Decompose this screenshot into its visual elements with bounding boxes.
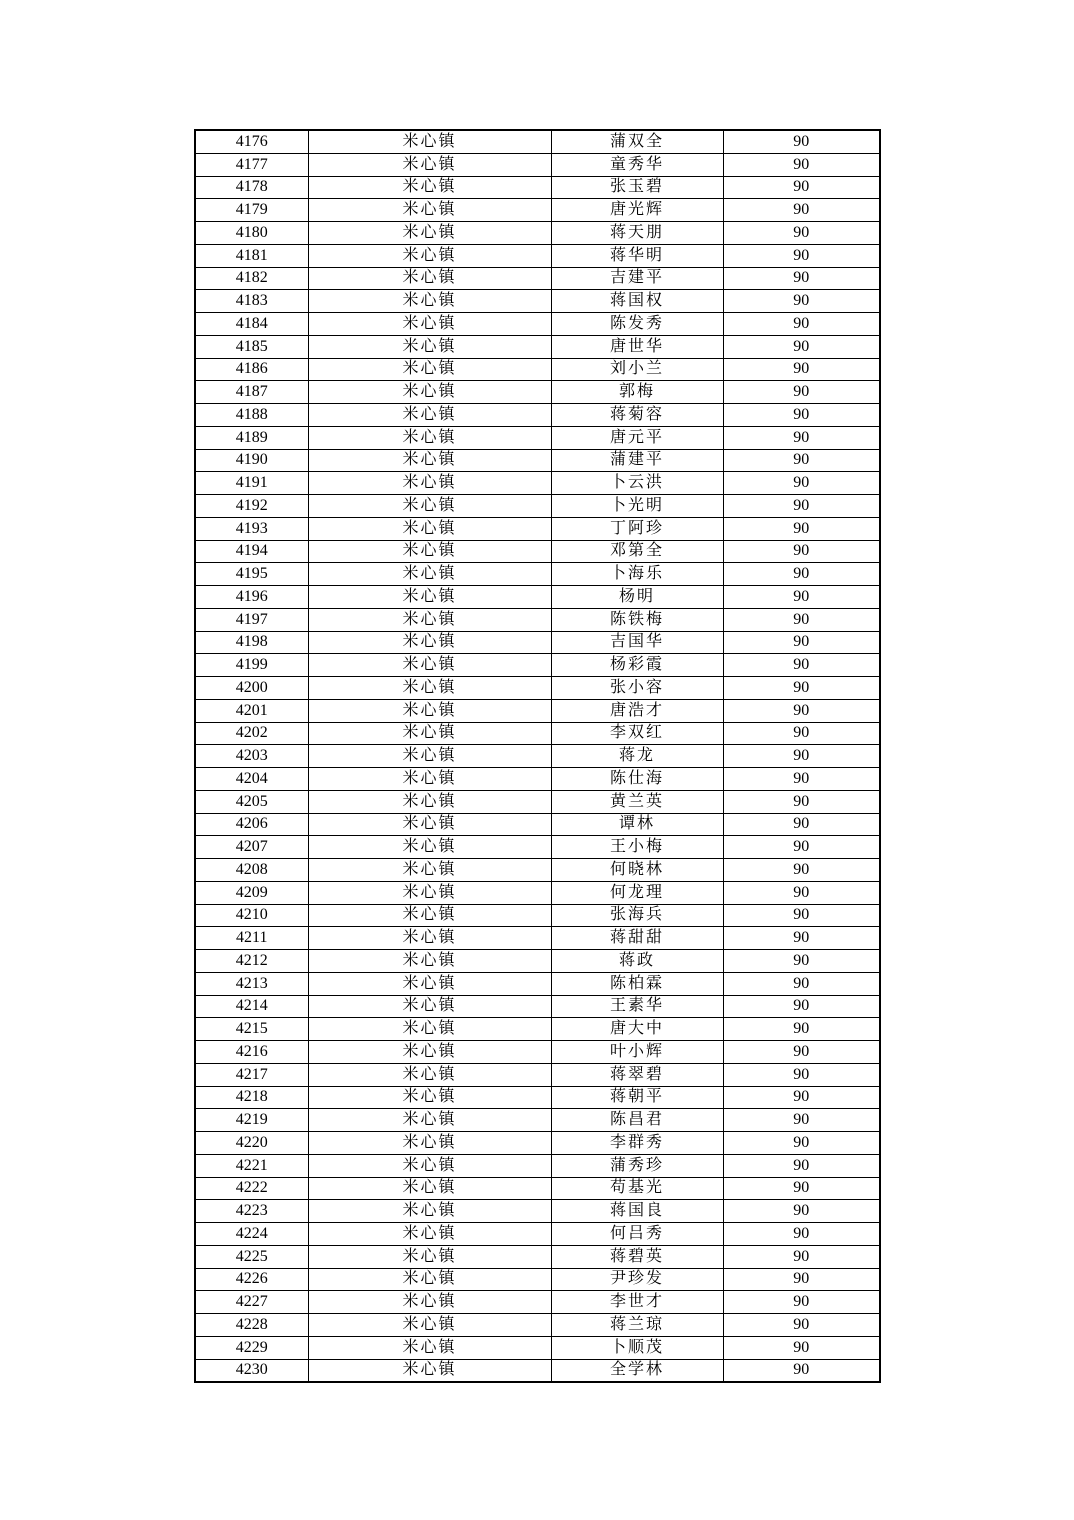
town-cell: 米心镇 <box>308 1154 551 1177</box>
person-name-cell: 杨明 <box>551 586 723 609</box>
person-name-cell: 刘小兰 <box>551 358 723 381</box>
town-cell: 米心镇 <box>308 927 551 950</box>
amount-cell: 90 <box>723 1268 880 1291</box>
row-number: 4198 <box>195 631 308 654</box>
row-number: 4203 <box>195 745 308 768</box>
town-cell: 米心镇 <box>308 1177 551 1200</box>
table-row <box>195 677 880 700</box>
table-row <box>195 426 880 449</box>
person-name-cell: 唐浩才 <box>551 699 723 722</box>
row-number: 4204 <box>195 768 308 791</box>
table-row <box>195 790 880 813</box>
row-number: 4208 <box>195 859 308 882</box>
person-name-cell: 唐光辉 <box>551 199 723 222</box>
amount-cell: 90 <box>723 1018 880 1041</box>
table-row <box>195 290 880 313</box>
person-name-cell: 尹珍发 <box>551 1268 723 1291</box>
row-number: 4178 <box>195 176 308 199</box>
amount-cell: 90 <box>723 1086 880 1109</box>
table-row <box>195 995 880 1018</box>
row-number: 4210 <box>195 904 308 927</box>
person-name-cell: 蒲双全 <box>551 130 723 153</box>
town-cell: 米心镇 <box>308 1132 551 1155</box>
person-name-cell: 卜云洪 <box>551 472 723 495</box>
table-row <box>195 130 880 153</box>
amount-cell: 90 <box>723 995 880 1018</box>
row-number: 4224 <box>195 1223 308 1246</box>
person-name-cell: 杨彩霞 <box>551 654 723 677</box>
amount-cell: 90 <box>723 1109 880 1132</box>
amount-cell: 90 <box>723 586 880 609</box>
amount-cell: 90 <box>723 517 880 540</box>
table-row <box>195 608 880 631</box>
row-number: 4229 <box>195 1336 308 1359</box>
table-row <box>195 404 880 427</box>
table-row <box>195 358 880 381</box>
row-number: 4223 <box>195 1200 308 1223</box>
town-cell: 米心镇 <box>308 130 551 153</box>
person-name-cell: 全学林 <box>551 1359 723 1382</box>
person-name-cell: 卜顺茂 <box>551 1336 723 1359</box>
amount-cell: 90 <box>723 790 880 813</box>
town-cell: 米心镇 <box>308 495 551 518</box>
town-cell: 米心镇 <box>308 677 551 700</box>
table-row <box>195 517 880 540</box>
person-name-cell: 蒋碧英 <box>551 1245 723 1268</box>
row-number: 4225 <box>195 1245 308 1268</box>
town-cell: 米心镇 <box>308 1086 551 1109</box>
person-name-cell: 陈发秀 <box>551 313 723 336</box>
table-row <box>195 222 880 245</box>
person-name-cell: 唐元平 <box>551 426 723 449</box>
amount-cell: 90 <box>723 313 880 336</box>
row-number: 4187 <box>195 381 308 404</box>
amount-cell: 90 <box>723 813 880 836</box>
town-cell: 米心镇 <box>308 404 551 427</box>
row-number: 4193 <box>195 517 308 540</box>
person-name-cell: 陈仕海 <box>551 768 723 791</box>
town-cell: 米心镇 <box>308 813 551 836</box>
row-number: 4185 <box>195 335 308 358</box>
town-cell: 米心镇 <box>308 995 551 1018</box>
table-row <box>195 244 880 267</box>
table-row <box>195 335 880 358</box>
table-row <box>195 540 880 563</box>
table-row <box>195 950 880 973</box>
amount-cell: 90 <box>723 904 880 927</box>
town-cell: 米心镇 <box>308 290 551 313</box>
row-number: 4192 <box>195 495 308 518</box>
row-number: 4197 <box>195 608 308 631</box>
row-number: 4182 <box>195 267 308 290</box>
town-cell: 米心镇 <box>308 313 551 336</box>
town-cell: 米心镇 <box>308 199 551 222</box>
town-cell: 米心镇 <box>308 472 551 495</box>
amount-cell: 90 <box>723 244 880 267</box>
person-name-cell: 陈昌君 <box>551 1109 723 1132</box>
town-cell: 米心镇 <box>308 1041 551 1064</box>
table-row <box>195 631 880 654</box>
table-row <box>195 199 880 222</box>
person-name-cell: 蒋甜甜 <box>551 927 723 950</box>
town-cell: 米心镇 <box>308 381 551 404</box>
table-row <box>195 836 880 859</box>
person-name-cell: 李双红 <box>551 722 723 745</box>
person-name-cell: 何晓林 <box>551 859 723 882</box>
table-row <box>195 176 880 199</box>
town-cell: 米心镇 <box>308 699 551 722</box>
table-row <box>195 1132 880 1155</box>
row-number: 4186 <box>195 358 308 381</box>
table-row <box>195 1359 880 1382</box>
row-number: 4179 <box>195 199 308 222</box>
person-name-cell: 张玉碧 <box>551 176 723 199</box>
town-cell: 米心镇 <box>308 881 551 904</box>
person-name-cell: 蒋龙 <box>551 745 723 768</box>
town-cell: 米心镇 <box>308 950 551 973</box>
table-row <box>195 813 880 836</box>
table-row <box>195 1063 880 1086</box>
person-name-cell: 吉国华 <box>551 631 723 654</box>
person-name-cell: 邓第全 <box>551 540 723 563</box>
amount-cell: 90 <box>723 950 880 973</box>
table-row <box>195 153 880 176</box>
town-cell: 米心镇 <box>308 1268 551 1291</box>
table-row <box>195 1154 880 1177</box>
table-row <box>195 1336 880 1359</box>
row-number: 4218 <box>195 1086 308 1109</box>
amount-cell: 90 <box>723 631 880 654</box>
person-name-cell: 唐大中 <box>551 1018 723 1041</box>
table-row <box>195 1223 880 1246</box>
town-cell: 米心镇 <box>308 1200 551 1223</box>
row-number: 4176 <box>195 130 308 153</box>
row-number: 4217 <box>195 1063 308 1086</box>
row-number: 4227 <box>195 1291 308 1314</box>
town-cell: 米心镇 <box>308 631 551 654</box>
person-name-cell: 蒲建平 <box>551 449 723 472</box>
amount-cell: 90 <box>723 335 880 358</box>
row-number: 4200 <box>195 677 308 700</box>
amount-cell: 90 <box>723 404 880 427</box>
table-row <box>195 881 880 904</box>
amount-cell: 90 <box>723 267 880 290</box>
row-number: 4190 <box>195 449 308 472</box>
town-cell: 米心镇 <box>308 335 551 358</box>
table-row <box>195 722 880 745</box>
amount-cell: 90 <box>723 472 880 495</box>
person-name-cell: 蒲秀珍 <box>551 1154 723 1177</box>
amount-cell: 90 <box>723 290 880 313</box>
row-number: 4226 <box>195 1268 308 1291</box>
amount-cell: 90 <box>723 426 880 449</box>
amount-cell: 90 <box>723 153 880 176</box>
row-number: 4216 <box>195 1041 308 1064</box>
row-number: 4201 <box>195 699 308 722</box>
row-number: 4206 <box>195 813 308 836</box>
row-number: 4215 <box>195 1018 308 1041</box>
amount-cell: 90 <box>723 1041 880 1064</box>
table-row <box>195 859 880 882</box>
amount-cell: 90 <box>723 1154 880 1177</box>
table-row <box>195 1018 880 1041</box>
person-name-cell: 吉建平 <box>551 267 723 290</box>
person-name-cell: 郭梅 <box>551 381 723 404</box>
person-name-cell: 何吕秀 <box>551 1223 723 1246</box>
row-number: 4202 <box>195 722 308 745</box>
amount-cell: 90 <box>723 836 880 859</box>
town-cell: 米心镇 <box>308 859 551 882</box>
town-cell: 米心镇 <box>308 517 551 540</box>
row-number: 4191 <box>195 472 308 495</box>
table-row <box>195 1200 880 1223</box>
table-row <box>195 472 880 495</box>
row-number: 4205 <box>195 790 308 813</box>
town-cell: 米心镇 <box>308 904 551 927</box>
amount-cell: 90 <box>723 608 880 631</box>
table-row <box>195 563 880 586</box>
table-row <box>195 1086 880 1109</box>
row-number: 4194 <box>195 540 308 563</box>
person-name-cell: 蒋翠碧 <box>551 1063 723 1086</box>
person-name-cell: 蒋国权 <box>551 290 723 313</box>
amount-cell: 90 <box>723 1291 880 1314</box>
roster-table <box>194 129 881 1383</box>
table-row <box>195 1041 880 1064</box>
person-name-cell: 王小梅 <box>551 836 723 859</box>
person-name-cell: 何龙理 <box>551 881 723 904</box>
amount-cell: 90 <box>723 381 880 404</box>
amount-cell: 90 <box>723 449 880 472</box>
amount-cell: 90 <box>723 1359 880 1382</box>
table-row <box>195 1109 880 1132</box>
row-number: 4199 <box>195 654 308 677</box>
town-cell: 米心镇 <box>308 540 551 563</box>
row-number: 4188 <box>195 404 308 427</box>
amount-cell: 90 <box>723 1314 880 1337</box>
person-name-cell: 蒋朝平 <box>551 1086 723 1109</box>
person-name-cell: 张海兵 <box>551 904 723 927</box>
town-cell: 米心镇 <box>308 267 551 290</box>
amount-cell: 90 <box>723 699 880 722</box>
person-name-cell: 卜光明 <box>551 495 723 518</box>
amount-cell: 90 <box>723 130 880 153</box>
row-number: 4183 <box>195 290 308 313</box>
person-name-cell: 卜海乐 <box>551 563 723 586</box>
row-number: 4180 <box>195 222 308 245</box>
amount-cell: 90 <box>723 654 880 677</box>
town-cell: 米心镇 <box>308 745 551 768</box>
town-cell: 米心镇 <box>308 244 551 267</box>
person-name-cell: 张小容 <box>551 677 723 700</box>
table-row <box>195 1245 880 1268</box>
amount-cell: 90 <box>723 722 880 745</box>
town-cell: 米心镇 <box>308 608 551 631</box>
row-number: 4214 <box>195 995 308 1018</box>
town-cell: 米心镇 <box>308 790 551 813</box>
town-cell: 米心镇 <box>308 358 551 381</box>
town-cell: 米心镇 <box>308 836 551 859</box>
row-number: 4221 <box>195 1154 308 1177</box>
amount-cell: 90 <box>723 972 880 995</box>
table-row <box>195 381 880 404</box>
row-number: 4189 <box>195 426 308 449</box>
amount-cell: 90 <box>723 222 880 245</box>
person-name-cell: 唐世华 <box>551 335 723 358</box>
town-cell: 米心镇 <box>308 1245 551 1268</box>
table-row <box>195 1314 880 1337</box>
town-cell: 米心镇 <box>308 1018 551 1041</box>
person-name-cell: 蒋华明 <box>551 244 723 267</box>
table-row <box>195 449 880 472</box>
person-name-cell: 谭林 <box>551 813 723 836</box>
person-name-cell: 蒋兰琼 <box>551 1314 723 1337</box>
table-row <box>195 267 880 290</box>
amount-cell: 90 <box>723 358 880 381</box>
amount-cell: 90 <box>723 540 880 563</box>
row-number: 4177 <box>195 153 308 176</box>
person-name-cell: 丁阿珍 <box>551 517 723 540</box>
town-cell: 米心镇 <box>308 176 551 199</box>
amount-cell: 90 <box>723 859 880 882</box>
amount-cell: 90 <box>723 1223 880 1246</box>
table-row <box>195 699 880 722</box>
town-cell: 米心镇 <box>308 1223 551 1246</box>
town-cell: 米心镇 <box>308 972 551 995</box>
town-cell: 米心镇 <box>308 768 551 791</box>
row-number: 4230 <box>195 1359 308 1382</box>
town-cell: 米心镇 <box>308 426 551 449</box>
person-name-cell: 蒋菊容 <box>551 404 723 427</box>
person-name-cell: 童秀华 <box>551 153 723 176</box>
person-name-cell: 苟基光 <box>551 1177 723 1200</box>
row-number: 4196 <box>195 586 308 609</box>
amount-cell: 90 <box>723 176 880 199</box>
town-cell: 米心镇 <box>308 1291 551 1314</box>
town-cell: 米心镇 <box>308 1359 551 1382</box>
amount-cell: 90 <box>723 881 880 904</box>
person-name-cell: 蒋国良 <box>551 1200 723 1223</box>
amount-cell: 90 <box>723 1177 880 1200</box>
town-cell: 米心镇 <box>308 1336 551 1359</box>
row-number: 4222 <box>195 1177 308 1200</box>
amount-cell: 90 <box>723 768 880 791</box>
amount-cell: 90 <box>723 1200 880 1223</box>
amount-cell: 90 <box>723 495 880 518</box>
town-cell: 米心镇 <box>308 1314 551 1337</box>
roster-body <box>195 130 880 1382</box>
amount-cell: 90 <box>723 927 880 950</box>
table-row <box>195 313 880 336</box>
row-number: 4213 <box>195 972 308 995</box>
person-name-cell: 王素华 <box>551 995 723 1018</box>
table-row <box>195 972 880 995</box>
row-number: 4228 <box>195 1314 308 1337</box>
row-number: 4209 <box>195 881 308 904</box>
row-number: 4212 <box>195 950 308 973</box>
row-number: 4181 <box>195 244 308 267</box>
town-cell: 米心镇 <box>308 586 551 609</box>
row-number: 4219 <box>195 1109 308 1132</box>
amount-cell: 90 <box>723 1245 880 1268</box>
amount-cell: 90 <box>723 1132 880 1155</box>
amount-cell: 90 <box>723 677 880 700</box>
town-cell: 米心镇 <box>308 563 551 586</box>
row-number: 4207 <box>195 836 308 859</box>
table-row <box>195 1177 880 1200</box>
person-name-cell: 李世才 <box>551 1291 723 1314</box>
row-number: 4211 <box>195 927 308 950</box>
person-name-cell: 李群秀 <box>551 1132 723 1155</box>
amount-cell: 90 <box>723 1063 880 1086</box>
amount-cell: 90 <box>723 745 880 768</box>
table-row <box>195 586 880 609</box>
town-cell: 米心镇 <box>308 1109 551 1132</box>
table-row <box>195 745 880 768</box>
amount-cell: 90 <box>723 199 880 222</box>
table-row <box>195 927 880 950</box>
amount-cell: 90 <box>723 563 880 586</box>
town-cell: 米心镇 <box>308 722 551 745</box>
person-name-cell: 黄兰英 <box>551 790 723 813</box>
row-number: 4220 <box>195 1132 308 1155</box>
row-number: 4195 <box>195 563 308 586</box>
amount-cell: 90 <box>723 1336 880 1359</box>
town-cell: 米心镇 <box>308 153 551 176</box>
person-name-cell: 叶小辉 <box>551 1041 723 1064</box>
table-row <box>195 768 880 791</box>
person-name-cell: 陈铁梅 <box>551 608 723 631</box>
town-cell: 米心镇 <box>308 654 551 677</box>
table-row <box>195 495 880 518</box>
person-name-cell: 蒋政 <box>551 950 723 973</box>
town-cell: 米心镇 <box>308 222 551 245</box>
table-row <box>195 904 880 927</box>
row-number: 4184 <box>195 313 308 336</box>
table-row <box>195 1291 880 1314</box>
town-cell: 米心镇 <box>308 449 551 472</box>
town-cell: 米心镇 <box>308 1063 551 1086</box>
table-row <box>195 1268 880 1291</box>
table-row <box>195 654 880 677</box>
person-name-cell: 蒋天朋 <box>551 222 723 245</box>
person-name-cell: 陈柏霖 <box>551 972 723 995</box>
